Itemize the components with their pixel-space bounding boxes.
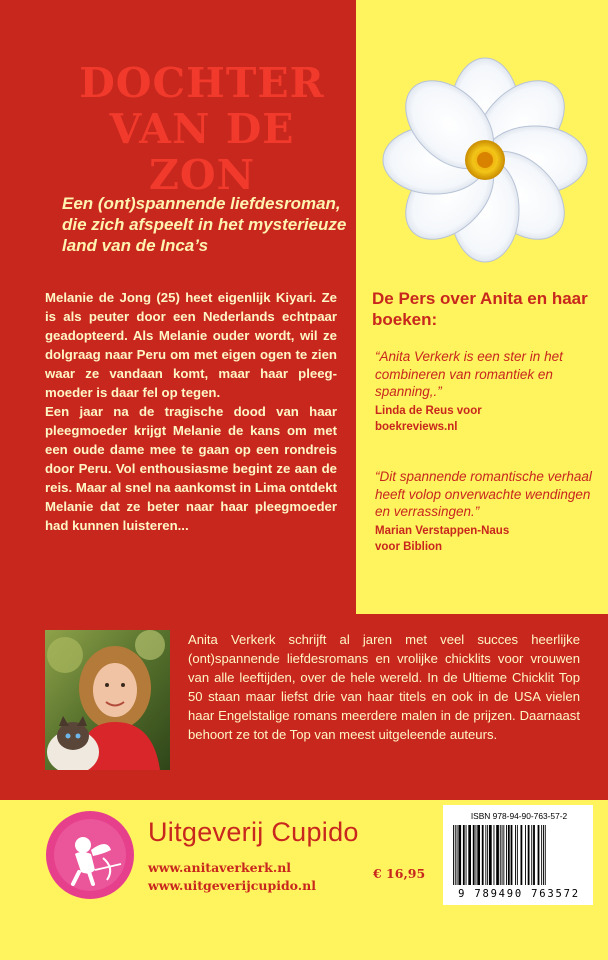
- barcode-bar: [453, 825, 454, 885]
- barcode-bar: [541, 825, 542, 885]
- press-heading: De Pers over Anita en haar boeken:: [372, 289, 588, 329]
- press-quote: [375, 348, 600, 435]
- barcode-bar: [525, 825, 526, 885]
- quote-text: “Dit spannende romantische verhaal heeft volop onverwachte wendingen en verrassingen.”: [375, 469, 592, 519]
- price: € 16,95: [373, 866, 426, 881]
- barcode-bar: [545, 825, 546, 885]
- title-line-2: VAN DE ZON: [109, 105, 295, 199]
- barcode-bar: [533, 825, 535, 885]
- barcode-bar: [458, 825, 461, 885]
- barcode-bar: [543, 825, 544, 885]
- barcode-bar: [496, 825, 499, 885]
- barcode-bar: [511, 825, 513, 885]
- quote-source: [375, 403, 600, 435]
- barcode-bar: [466, 825, 467, 885]
- barcode-bar: [508, 825, 510, 885]
- barcode-number: 9 789490 763572: [458, 888, 580, 900]
- title-line-1: DOCHTER: [79, 59, 325, 107]
- barcode-bar: [473, 825, 475, 885]
- author-photo: [45, 630, 170, 770]
- website-link[interactable]: www.anitaverkerk.nl: [148, 860, 292, 875]
- barcode-bar: [455, 825, 456, 885]
- barcode-bar: [538, 825, 540, 885]
- barcode-bar: [476, 825, 477, 885]
- synopsis-paragraph: Melanie de Jong (25) heet eigenlijk Kiyari. Ze is als peuter door een Nederlands echtpaar geadopteerd. Als Melanie ouder wordt, wil ze dolgraag naar Peru om met eigen ogen te zien waar ze vandaan komt, maar haar pleegmoeder is daar fel op tegen.: [45, 290, 337, 400]
- barcode-bar: [494, 825, 495, 885]
- publisher-name: Uitgeverij Cupido: [148, 817, 359, 847]
- barcode-bar: [468, 825, 471, 885]
- barcode-bar: [528, 825, 530, 885]
- barcode-icon: [449, 825, 589, 887]
- barcode-bar: [463, 825, 465, 885]
- quote-source-line: boekreviews.nl: [375, 420, 458, 433]
- white-flower-icon: [380, 55, 590, 265]
- barcode-bar: [502, 825, 503, 885]
- synopsis-paragraph: Een jaar na de tragische dood van haar pleegmoeder krijgt Melanie de kans om met een oude dame mee te gaan op een rondreis door Peru. Vol enthousiasme begint ze aan de reis. Maar al snel na aankomst in Lima ontdekt Melanie dat ze beter naar haar pleegmoeder had kunnen luisteren...: [45, 404, 337, 533]
- barcode-bar: [517, 825, 518, 885]
- isbn-label: ISBN 978-94-90-763-57-2: [470, 811, 568, 821]
- barcode-bar: [489, 825, 492, 885]
- book-title: [52, 60, 352, 198]
- quote-source-line: Marian Verstappen-Naus: [375, 524, 510, 537]
- barcode-bar: [500, 825, 501, 885]
- quote-source: [375, 523, 600, 555]
- cupid-logo-icon: [45, 810, 135, 900]
- barcode-bar: [503, 825, 504, 885]
- barcode-bar: [506, 825, 507, 885]
- barcode-bar: [457, 825, 458, 885]
- barcode-bar: [487, 825, 488, 885]
- barcode-bar: [477, 825, 480, 885]
- barcode-bar: [482, 825, 484, 885]
- synopsis: [45, 288, 337, 535]
- barcode-bar: [515, 825, 516, 885]
- barcode-bar: [521, 825, 523, 885]
- barcode-bar: [531, 825, 532, 885]
- quote-text: “Anita Verkerk is een ster in het combineren van romantiek en spanning,.”: [375, 349, 563, 399]
- barcode-bar: [485, 825, 486, 885]
- quote-source-line: voor Biblion: [375, 540, 443, 553]
- author-bio: Anita Verkerk schrijft al jaren met veel succes heerlijke (ont)spannende liefdesromans en vrolijke chicklits voor vrouwen van alle leeftijden, over de hele wereld. In de Ultieme Chicklit Top 50 staan maar liefst drie van haar titels en ook in de USA vielen haar Engelstalige romans meerdere malen in de prijzen. Daarnaast behoort ze tot de Top van meest uitgeleende auteurs.: [188, 632, 580, 742]
- quote-source-line: Linda de Reus voor: [375, 404, 482, 417]
- tagline: Een (ont)spannende liefdesroman, die zich afspeelt in het mysterieuze land van de Inca’s: [62, 194, 347, 255]
- website-link[interactable]: www.uitgeverijcupido.nl: [148, 878, 316, 893]
- press-quote: [375, 468, 600, 555]
